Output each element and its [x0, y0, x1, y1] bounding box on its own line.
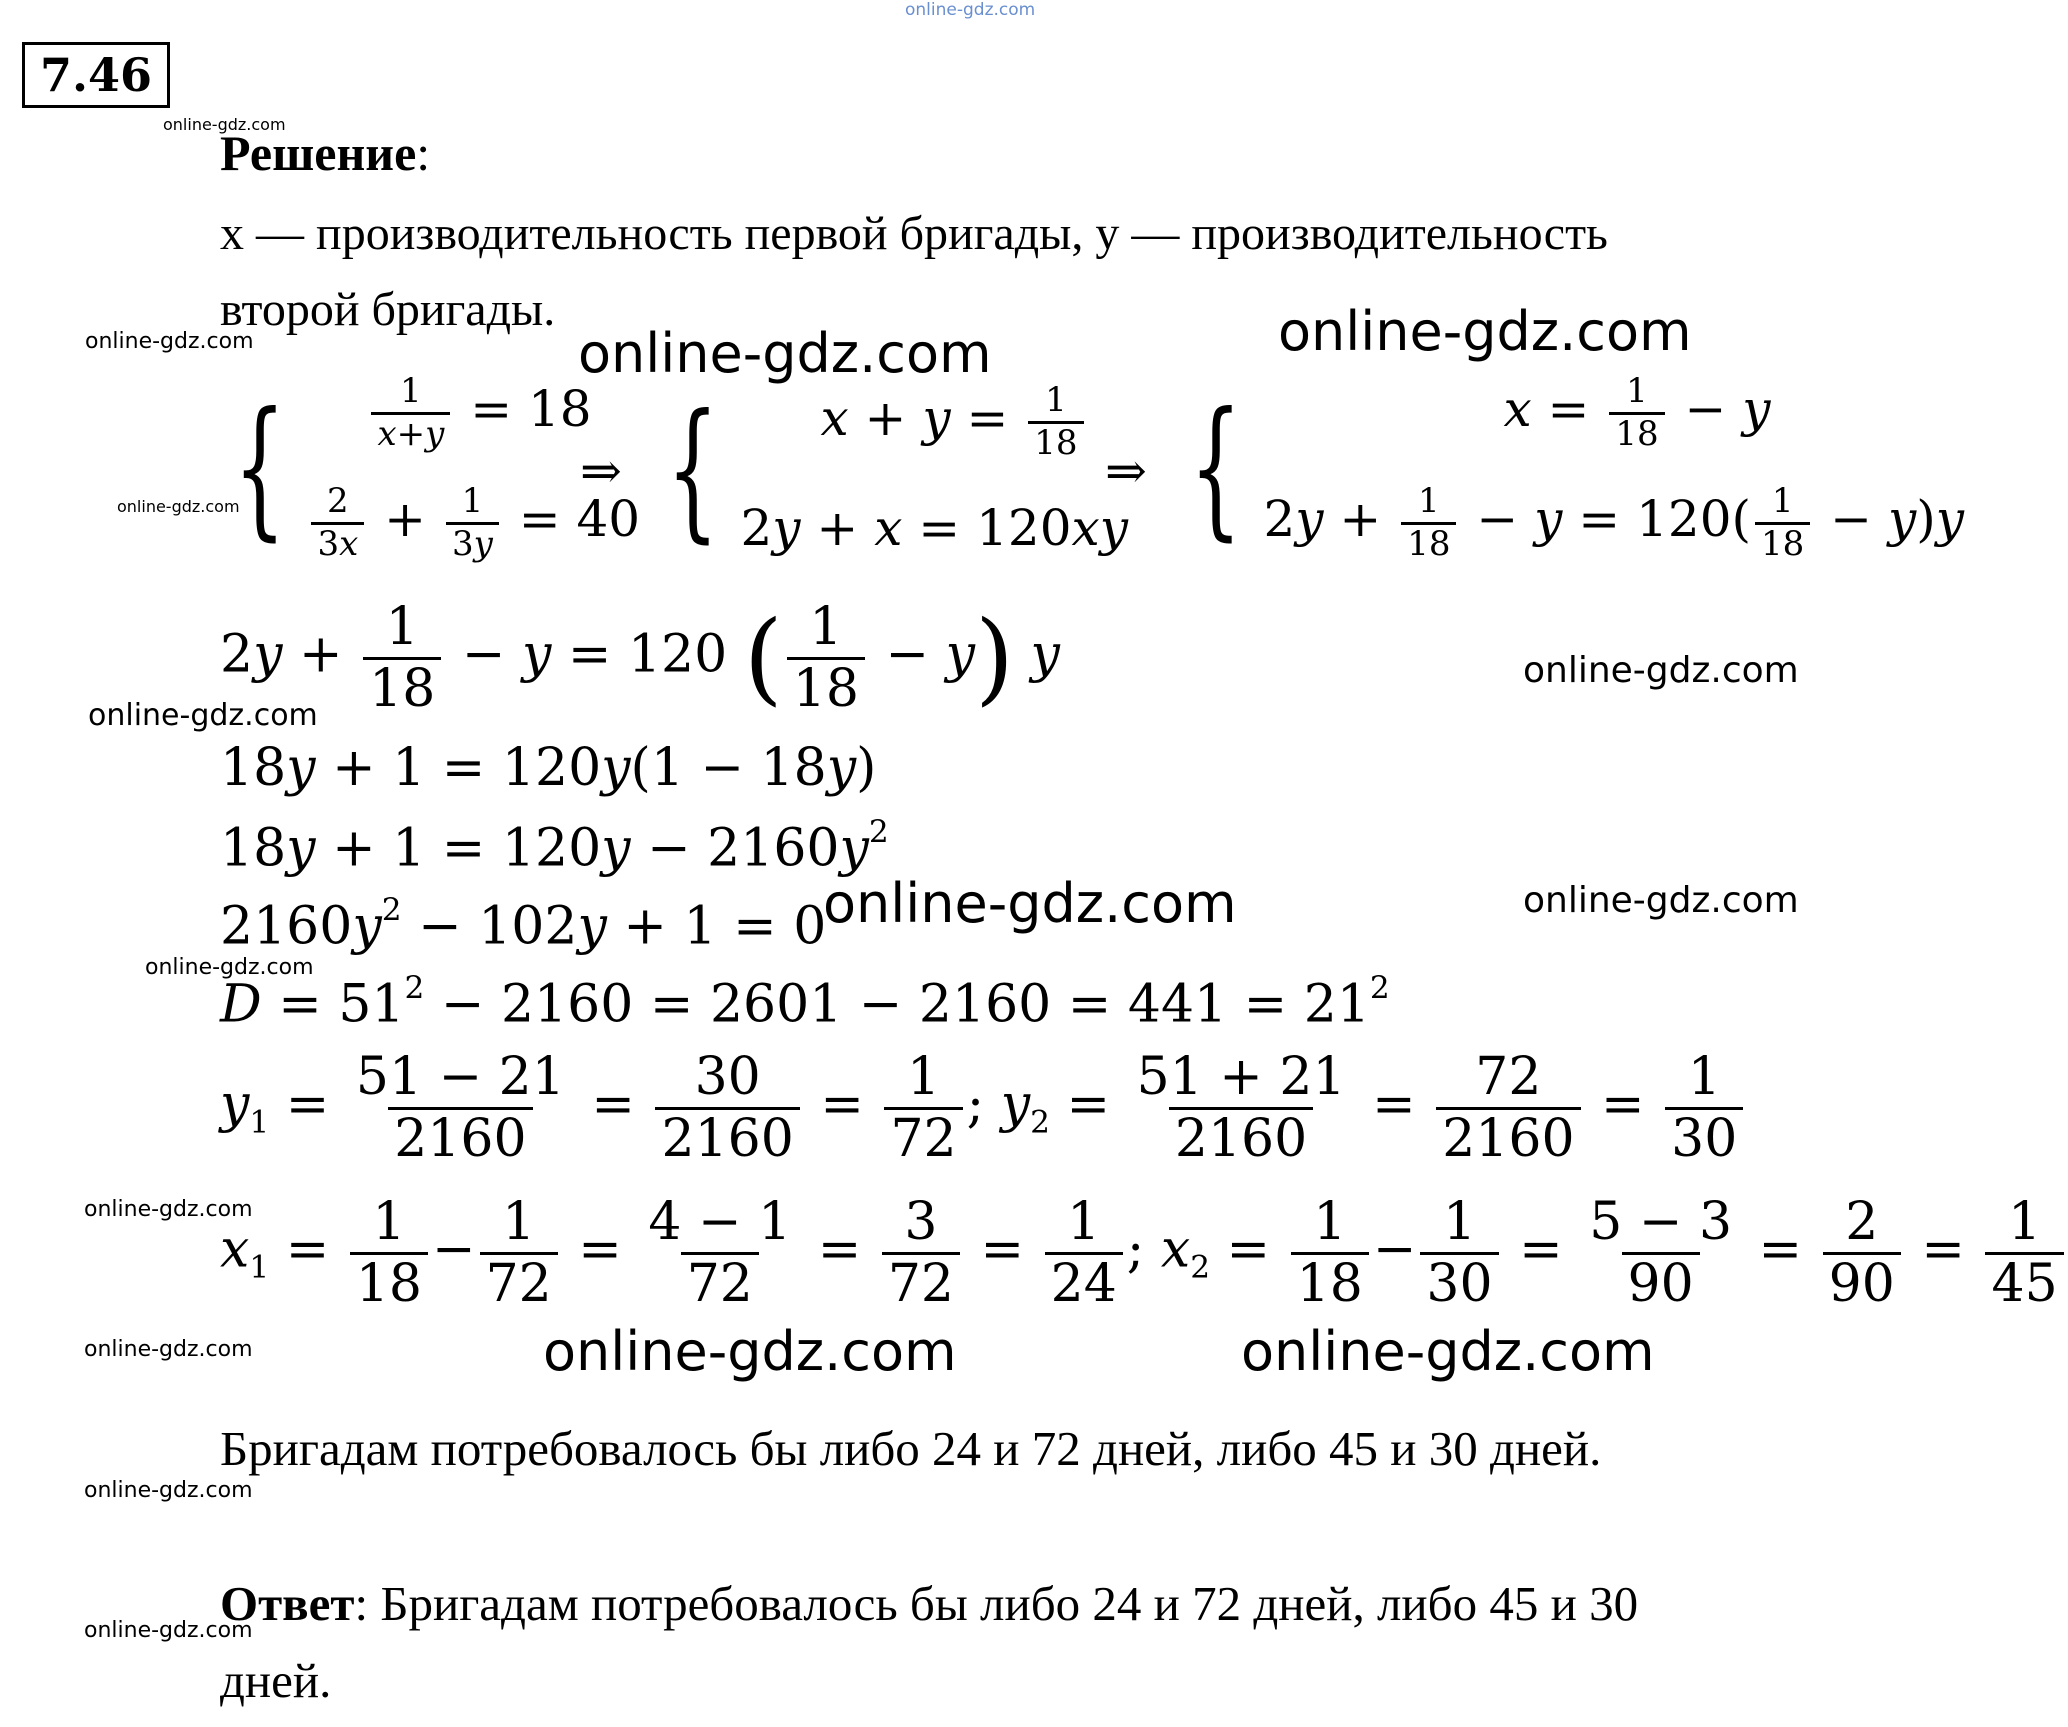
watermark: online-gdz.com: [84, 1197, 253, 1222]
answer-label: Ответ: [220, 1576, 355, 1631]
watermark: online-gdz.com: [145, 955, 314, 980]
watermark: online-gdz.com: [85, 329, 254, 354]
intro-line-2: второй бригады.: [220, 283, 556, 336]
equation-a: 2y + $\frac{1}{18}$ − y = 120 ( $\frac{1}{18}$ − y) y: [220, 597, 1060, 719]
implies-arrow: ⇒: [580, 442, 622, 500]
watermark-large: online-gdz.com: [1241, 1320, 1655, 1383]
conclusion: Бригадам потребовалось бы либо 24 и 72 дней, либо 45 и 30 дней.: [220, 1421, 1602, 1476]
system-2: { x + y = $\frac{1}{18}$ 2y + x = 120xy: [666, 380, 1128, 557]
intro-line-1: x — производительность первой бригады, y — производительность: [220, 207, 1608, 260]
watermark: online-gdz.com: [84, 1618, 253, 1643]
watermark: online-gdz.com: [1523, 880, 1799, 921]
watermark: online-gdz.com: [1523, 650, 1799, 691]
system-1: { $\frac{1}{x+y}$ = 18 $\frac{2}{3x}$ + $\frac{1}{3y}$ = 40: [233, 370, 641, 564]
watermark: online-gdz.com: [84, 1337, 253, 1362]
discriminant: $D = 51^2 - 2160 = 2601 - 2160 = 441 = 21^2$: [220, 970, 1390, 1035]
y-roots: $y_1$ = $\frac{51 - 21}{2160}$ = $\frac{30}{2160}$ = $\frac{1}{72}$ ; $y_2$ = $\frac{51 + 21}{2160}$ = $\frac{72}{2160}$ = $\frac{1}{30}$: [220, 1050, 1747, 1166]
watermark-large: online-gdz.com: [823, 872, 1237, 935]
watermark-large: online-gdz.com: [578, 322, 992, 385]
watermark-top: online-gdz.com: [905, 0, 1036, 20]
system-3: { x = $\frac{1}{18}$ − y 2y + $\frac{1}{18}$ − y = 120( $\frac{1}{18}$ − y)y: [1189, 370, 1964, 564]
equation-d: $2160y^2 - 102y + 1 = 0$: [220, 892, 827, 957]
watermark: online-gdz.com: [84, 1478, 253, 1503]
solution-heading: Решение:: [220, 125, 431, 181]
watermark-large: online-gdz.com: [543, 1320, 957, 1383]
implies-arrow: ⇒: [1105, 442, 1147, 500]
x-roots: $x_1$ = $\frac{1}{18}$ − $\frac{1}{72}$ = $\frac{4 - 1}{72}$ = $\frac{3}{72}$ = $\frac{1}{24}$ ; $x_2$ = $\frac{1}{18}$ − $\frac{1}{30}$ = $\frac{5 - 3}{90}$ = $\frac{2}{90}$ = $\frac{1}{45}$: [220, 1195, 2068, 1311]
answer-line-2: дней.: [220, 1653, 332, 1708]
equation-b: 18y + 1 = 120y(1 − 18y): [220, 738, 877, 798]
problem-number: 7.46: [22, 42, 170, 108]
watermark: online-gdz.com: [88, 698, 318, 733]
answer-line-1: Ответ: Бригадам потребовалось бы либо 24 и 72 дней, либо 45 и 30: [220, 1576, 1639, 1631]
equation-c: $18y + 1 = 120y - 2160y^2$: [220, 814, 889, 879]
watermark: online-gdz.com: [163, 115, 286, 134]
watermark-large: online-gdz.com: [1278, 300, 1692, 363]
watermark: online-gdz.com: [117, 497, 240, 516]
